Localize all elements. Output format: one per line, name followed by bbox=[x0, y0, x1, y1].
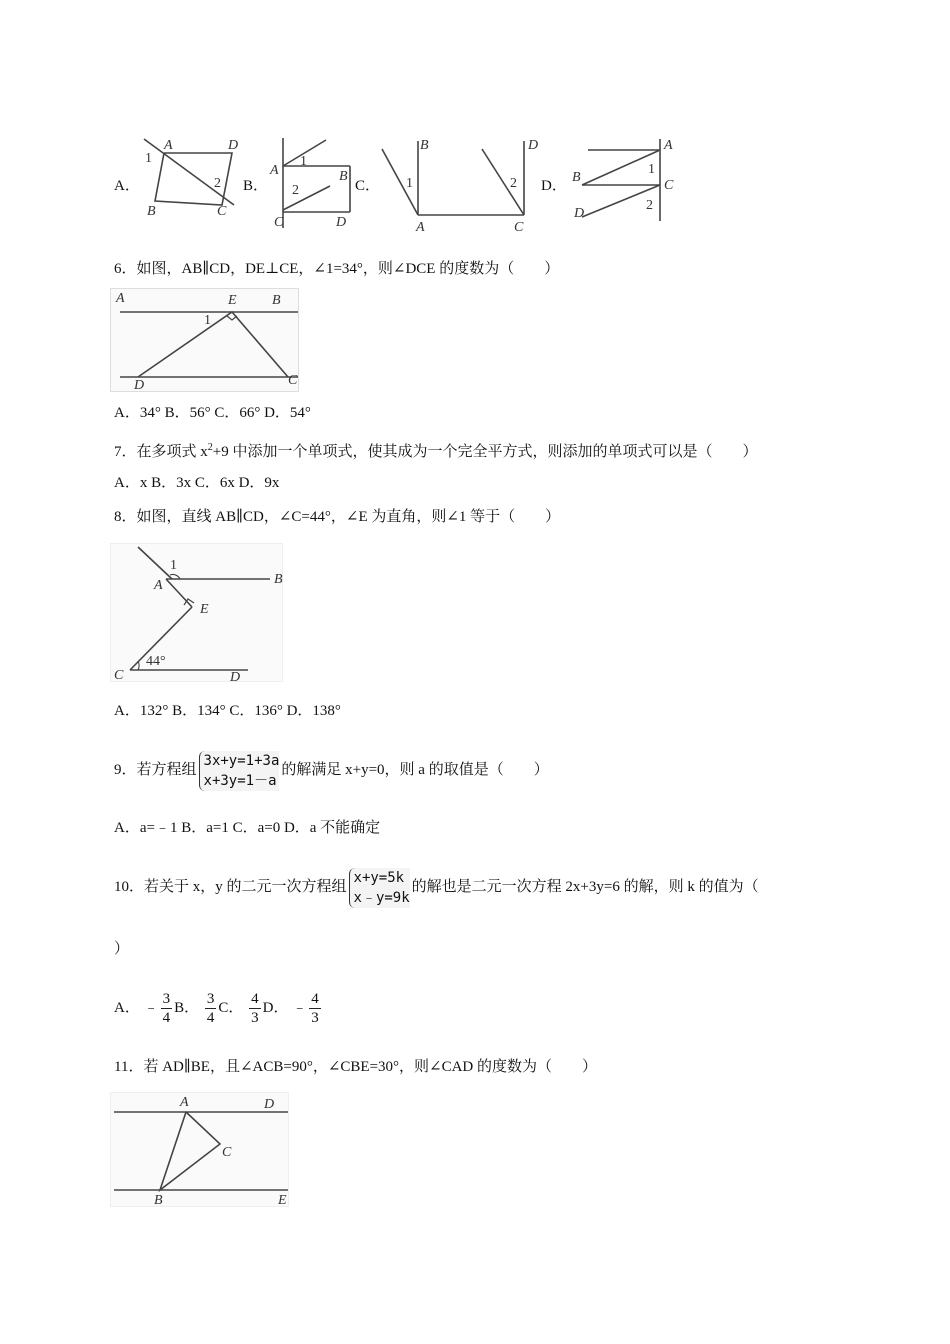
q10-eq1: x+y=5k bbox=[353, 869, 405, 886]
fig-label: B bbox=[572, 170, 581, 185]
q6-stem: 6．如图，AB∥CD，DE⊥CE，∠1=34°，则∠DCE 的度数为（ ） bbox=[114, 261, 560, 277]
q9-post: 的解满足 x+y=0，则 a 的取值是（ ） bbox=[281, 762, 549, 778]
fig-label: A bbox=[154, 578, 163, 593]
fig-label: 1 bbox=[204, 313, 211, 328]
fig-label: D bbox=[574, 206, 585, 221]
neg-sign: ﹣ bbox=[143, 1000, 159, 1016]
fig-label: 2 bbox=[292, 183, 299, 198]
fig-label: E bbox=[228, 293, 237, 308]
q7-stem-sup: 2 bbox=[207, 442, 213, 453]
fig-label: C bbox=[217, 204, 227, 219]
fig-label: 44° bbox=[146, 654, 166, 669]
fig-label: B bbox=[339, 169, 348, 184]
fraction bbox=[249, 990, 261, 1027]
fig-label: C bbox=[664, 178, 674, 193]
fraction bbox=[205, 990, 217, 1027]
q9-stem bbox=[114, 746, 549, 794]
fig-label: B bbox=[154, 1193, 163, 1208]
q10-option-b: B． bbox=[174, 1000, 200, 1016]
q8-stem: 8．如图，直线 AB∥CD，∠C=44°，∠E 为直角，则∠1 等于（ ） bbox=[114, 509, 561, 525]
q9-options: A．a=﹣1 B．a=1 C．a=0 D．a 不能确定 bbox=[114, 820, 381, 836]
q5-option-d: D． bbox=[541, 178, 567, 194]
q11-stem: 11．若 AD∥BE，且∠ACB=90°，∠CBE=30°，则∠CAD 的度数为（ ） bbox=[114, 1059, 598, 1075]
fig-label: 1 bbox=[300, 154, 307, 169]
fig-label: B bbox=[147, 204, 156, 219]
fraction-numerator: 3 bbox=[162, 991, 171, 1008]
fig-label: B bbox=[274, 572, 283, 587]
q9-equation-system bbox=[199, 751, 280, 791]
q10-post: 的解也是二元一次方程 2x+3y=6 的解，则 k 的值为（ bbox=[411, 879, 759, 895]
q10-equation-system bbox=[349, 868, 410, 908]
fraction bbox=[161, 990, 173, 1027]
fraction-numerator: 4 bbox=[251, 991, 259, 1008]
q11-figure bbox=[110, 1092, 295, 1210]
fig-label: D bbox=[134, 378, 145, 393]
q7-options: A．x B．3x C．6x D．9x bbox=[114, 475, 280, 491]
fig-label: D bbox=[528, 138, 539, 153]
q7-stem bbox=[114, 438, 757, 462]
q6-figure bbox=[110, 288, 302, 394]
q10-stem bbox=[114, 863, 759, 911]
fig-label: A bbox=[664, 138, 673, 153]
q10-option-a: A． bbox=[114, 1000, 140, 1016]
q7-stem-post: +9 中添加一个单项式，使其成为一个完全平方式，则添加的单项式可以是（ ） bbox=[212, 444, 758, 460]
q10-option-d: D． bbox=[262, 1000, 289, 1016]
q7-stem-pre: 7．在多项式 x bbox=[114, 444, 208, 460]
q10-pre: 10．若关于 x，y 的二元一次方程组 bbox=[114, 879, 347, 895]
fraction-denominator: 4 bbox=[162, 1010, 171, 1027]
q5-figure-c bbox=[378, 135, 538, 233]
q8-figure bbox=[110, 543, 290, 685]
fig-label: 1 bbox=[170, 558, 177, 573]
fig-label: D bbox=[336, 215, 347, 230]
q10-close-paren: ） bbox=[114, 941, 130, 957]
fig-label: 2 bbox=[214, 176, 221, 191]
q5-figure-a bbox=[140, 135, 245, 220]
fig-label: A bbox=[416, 220, 425, 235]
fig-label: C bbox=[222, 1145, 232, 1160]
q10-eq2: x﹣y=9k bbox=[353, 889, 410, 906]
q9-eq2: x+3y=1－a bbox=[203, 772, 277, 789]
fig-label: A bbox=[116, 291, 125, 306]
fig-label: 1 bbox=[648, 162, 655, 177]
fig-label: C bbox=[114, 668, 124, 683]
fig-label: A bbox=[270, 163, 279, 178]
fraction-denominator: 4 bbox=[206, 1010, 215, 1027]
q5-figure-d bbox=[568, 135, 683, 225]
fig-label: B bbox=[420, 138, 429, 153]
q5-option-c: C． bbox=[355, 178, 381, 194]
q10-option-c: C． bbox=[218, 1000, 244, 1016]
fig-label: C bbox=[274, 215, 284, 230]
q9-eq1: 3x+y=1+3a bbox=[203, 752, 280, 769]
fig-label: A bbox=[180, 1095, 189, 1110]
fig-label: 2 bbox=[510, 176, 517, 191]
q10-options bbox=[114, 986, 323, 1030]
fig-label: D bbox=[230, 670, 241, 685]
fig-label: B bbox=[272, 293, 281, 308]
q8-options: A．132° B．134° C．136° D．138° bbox=[114, 703, 341, 719]
fig-label: E bbox=[200, 602, 209, 617]
fraction-numerator: 4 bbox=[311, 991, 319, 1008]
q6-options: A．34° B．56° C．66° D．54° bbox=[114, 405, 311, 421]
fig-label: 1 bbox=[145, 151, 152, 166]
neg-sign: ﹣ bbox=[292, 1000, 308, 1016]
fraction-denominator: 3 bbox=[251, 1010, 259, 1027]
fig-label: C bbox=[288, 373, 298, 388]
fig-label: 1 bbox=[406, 176, 413, 191]
fraction-denominator: 3 bbox=[311, 1010, 319, 1027]
q5-option-b: B． bbox=[243, 178, 269, 194]
fig-label: A bbox=[164, 138, 173, 153]
q5-figure-b bbox=[266, 138, 356, 230]
fig-label: C bbox=[514, 220, 524, 235]
fig-label: E bbox=[278, 1193, 287, 1208]
fig-label: D bbox=[228, 138, 239, 153]
q5-option-a: A． bbox=[114, 178, 140, 194]
fig-label: 2 bbox=[646, 198, 653, 213]
fraction bbox=[309, 990, 321, 1027]
fraction-numerator: 3 bbox=[206, 991, 215, 1008]
q9-pre: 9．若方程组 bbox=[114, 762, 197, 778]
fig-label: D bbox=[264, 1097, 275, 1112]
